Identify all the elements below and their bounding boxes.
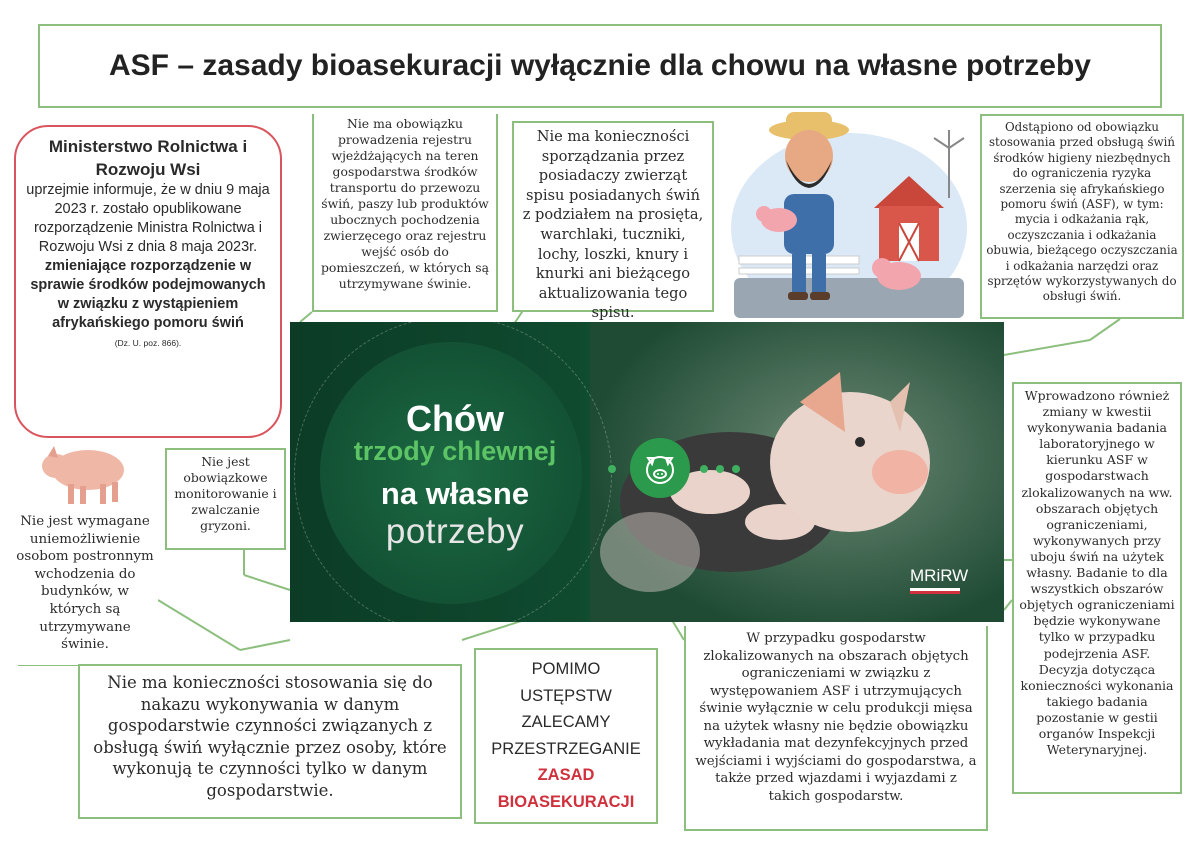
brand-logo: MRiRW xyxy=(910,566,969,585)
note-rodents: Nie jest obowiązkowe monitorowanie i zwalczanie gryzoni. xyxy=(165,448,286,550)
ministry-name: Ministerstwo Rolnictwa i Rozwoju Wsi xyxy=(48,137,248,179)
ministry-announcement xyxy=(14,125,282,438)
regulation-citation: (Dz. U. poz. 866). xyxy=(114,338,182,348)
banner-line-2: trzody chlewnej xyxy=(353,436,557,466)
note-mats: W przypadku gospodarstw zlokalizowanych na obszarach objętych ograniczeniami w związku z występowaniem ASF i utrzymujących świnie wyłącznie w celu produkcji mięsa na użytek własny nie będzie obowiązku wykładania mat dezynfekcyjnych przed wejściami i wyjściami do gospodarstwa, a także przed wjazdami i wyjazdami z takich gospodarstw. xyxy=(684,626,988,831)
advice-line-4: PRZESTRZEGANIE xyxy=(491,739,641,758)
flag-icon xyxy=(910,588,960,594)
note-registry: Nie ma obowiązku prowadzenia rejestru wjeżdżających na teren gospodarstwa środków transportu do przewozu świń, paszy lub produktów ubocznych pochodzenia zwierzęcego oraz rejestru wejść osób do pomieszczeń, w których są utrzymywane świnie. xyxy=(312,114,498,312)
note-lab: Wprowadzono również zmiany w kwestii wykonywania badania laboratoryjnego w kierunku ASF w gospodarstwach zlokalizowanych na ww. obszarach objętych ograniczeniami, wykonywanych przy uboju świń na użytek własny. Badanie to dla wszystkich obszarów objętych ograniczeniami będzie wykonywane tylko w przypadku podejrzenia ASF. Decyzja dotycząca konieczności wykonania takiego badania pozostanie w gestii organów Inspekcji Weterynaryjnej. xyxy=(1012,382,1182,794)
pig-photo xyxy=(38,440,132,506)
note-access: Nie jest wymagane uniemożliwienie osobom postronnym wchodzenia do budynków, w których są utrzymywane świnie. xyxy=(12,510,158,665)
pig-face-icon xyxy=(630,438,690,498)
advice-line-3: ZALECAMY xyxy=(521,713,611,731)
advice-line-6: BIOASEKURACJI xyxy=(497,792,635,811)
note-hygiene: Odstąpiono od obowiązku stosowania przed obsługą świń środków higieny niezbędnych do ograniczenia ryzyka szerzenia się afrykańskiego pomoru świń (ASF), w tym: mycia i odkażania rąk, oczyszczania i odkażania obuwia, bieżącego oczyszczania i odkażania narzędzi oraz sprzętów wykorzystywanych do obsługi świń. xyxy=(980,114,1184,319)
ministry-intro: uprzejmie informuje, że w dniu 9 maja 2023 r. zostało opublikowane rozporządzenie Ministra Rolnictwa i Rozwoju Wsi z dnia 8 maja 2023r. xyxy=(26,182,270,255)
advice-line-5: ZASAD xyxy=(537,766,595,784)
note-staff: Nie ma konieczności stosowania się do nakazu wykonywania w danym gospodarstwie czynności związanych z obsługą świń wyłącznie przez osoby, które wykonują te czynności tylko w danym gospodarstwie. xyxy=(78,664,462,819)
banner-line-3: na własne xyxy=(380,476,530,511)
advice-line-2: USTĘPSTW xyxy=(520,686,612,705)
banner-line-4: potrzeby xyxy=(385,512,525,551)
banner-dashed-ring xyxy=(294,322,612,622)
advice-line-1: POMIMO xyxy=(531,660,601,678)
dot-decoration xyxy=(608,465,616,473)
advice-box xyxy=(474,648,658,824)
farmer-illustration xyxy=(724,108,974,318)
page-title: ASF – zasady bioasekuracji wyłącznie dla chowu na własne potrzeby xyxy=(108,49,1091,82)
note-census: Nie ma konieczności sporządzania przez posiadaczy zwierząt spisu posiadanych świń z podziałem na prosięta, warchlaki, tuczniki, lochy, loszki, knury i knurki ani bieżącego aktualizowania tego spisu. xyxy=(512,121,714,312)
dot-decoration xyxy=(716,465,724,473)
dot-decoration xyxy=(732,465,740,473)
title-box xyxy=(38,24,1162,108)
banner-line-1: Chów xyxy=(406,398,504,439)
banner xyxy=(290,322,1004,622)
regulation-title: zmieniające rozporządzenie w sprawie środków podejmowanych w związku z wystąpieniem afrykańskiego pomoru świń xyxy=(30,258,266,331)
dot-decoration xyxy=(700,465,708,473)
